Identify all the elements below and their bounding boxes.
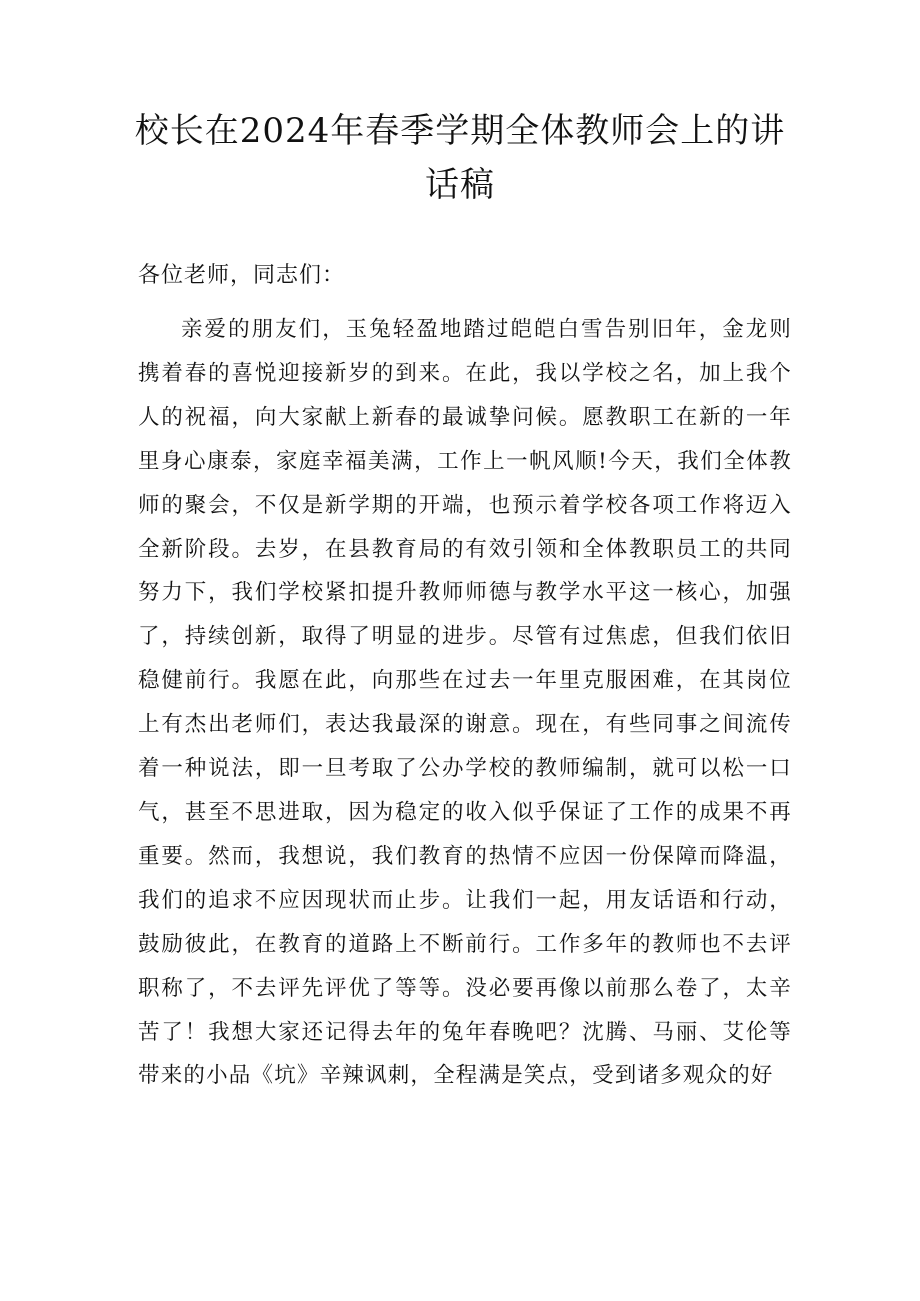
document-title: 校长在2024年春季学期全体教师会上的讲话稿 bbox=[134, 111, 786, 205]
salutation: 各位老师，同志们： bbox=[138, 263, 346, 288]
body-paragraph: 亲爱的朋友们，玉兔轻盈地踏过皑皑白雪告别旧年，金龙则携着春的喜悦迎接新岁的到来。在此，我以学校之名，加上我个人的祝福，向大家献上新春的最诚挚问候。愿教职工在新的一年里身心康泰，家庭幸福美满，工作上一帆风顺!今天，我们全体教师的聚会，不仅是新学期的开端，也预示着学校各项工作将迈入全新阶段。去岁，在县教育局的有效引领和全体教职员工的共同努力下，我们学校紧扣提升教师师德与教学水平这一核心，加强了，持续创新，取得了明显的进步。尽管有过焦虑，但我们依旧稳健前行。我愿在此，向那些在过去一年里克服困难，在其岗位上有杰出老师们，表达我最深的谢意。现在，有些同事之间流传着一种说法，即一旦考取了公办学校的教师编制，就可以松一口气，甚至不思进取，因为稳定的收入似乎保证了工作的成果不再重要。然而，我想说，我们教育的热情不应因一份保障而降温，我们的追求不应因现状而止步。让我们一起，用友话语和行动，鼓励彼此，在教育的道路上不断前行。工作多年的教师也不去评职称了，不去评先评优了等等。没必要再像以前那么卷了，太辛苦了！我想大家还记得去年的兔年春晚吧？沈腾、马丽、艾伦等带来的小品《坑》辛辣讽刺，全程满是笑点，受到诸多观众的好 bbox=[138, 317, 792, 1089]
